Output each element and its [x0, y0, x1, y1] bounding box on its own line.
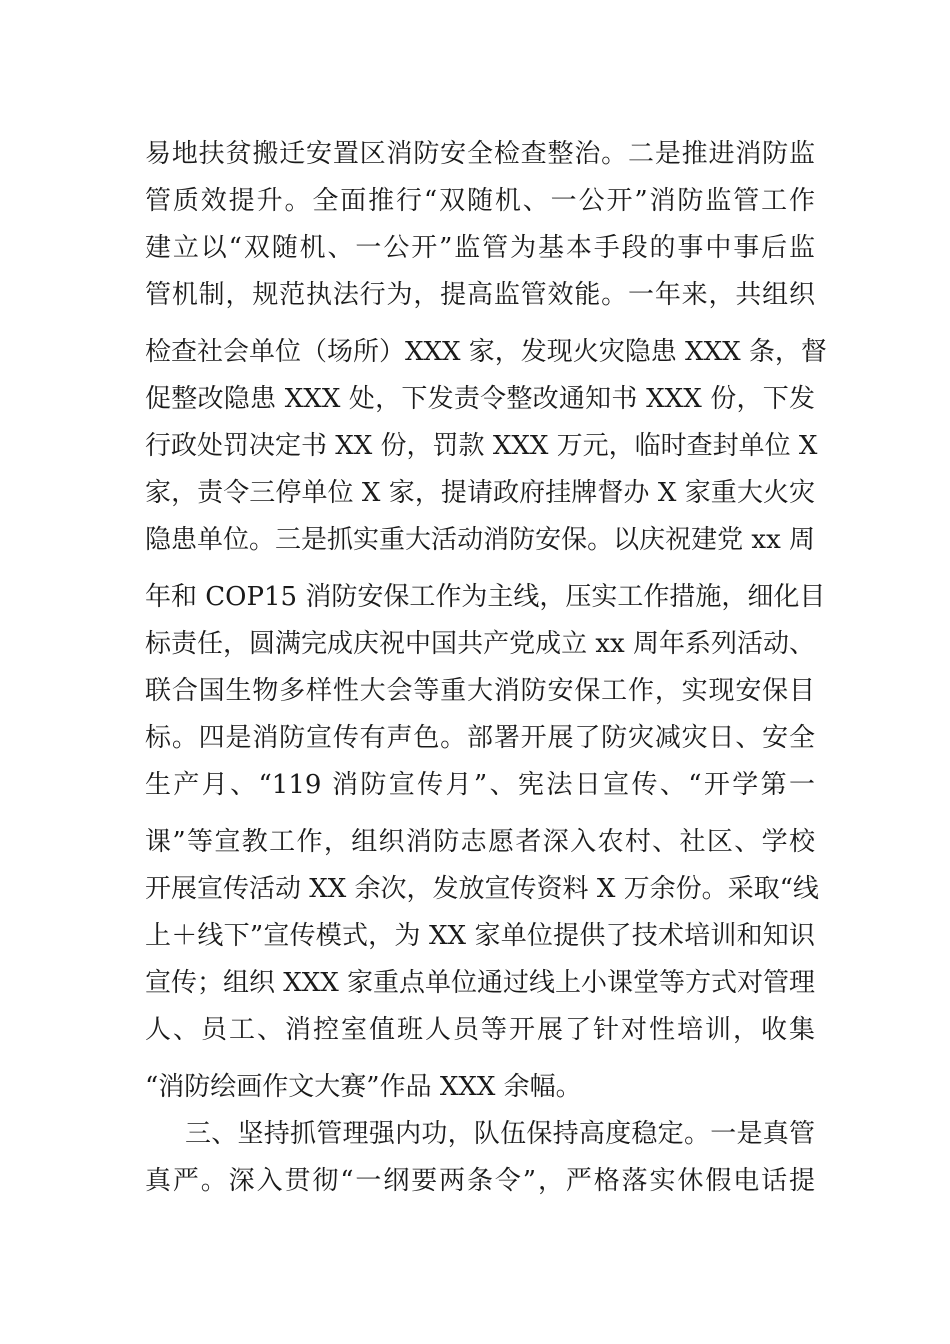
text-line: 家，责令三停单位 X 家，提请政府挂牌督办 X 家重大火灾 — [145, 478, 815, 508]
text-line: “消防绘画作文大赛”作品 XXX 余幅。 — [145, 1072, 582, 1102]
text-line: 标。四是消防宣传有声色。部署开展了防灾减灾日、安全 — [145, 723, 815, 753]
paragraph-first-line: 三、坚持抓管理强内功，队伍保持高度稳定。一是真管 — [185, 1119, 815, 1149]
text-line: 标责任，圆满完成庆祝中国共产党成立 xx 周年系列活动、 — [145, 629, 815, 659]
text-line: 检查社会单位（场所）XXX 家，发现火灾隐患 XXX 条，督 — [145, 337, 827, 367]
text-line: 人、员工、消控室值班人员等开展了针对性培训，收集 — [145, 1015, 815, 1045]
text-line: 生产月、“119 消防宣传月”、宪法日宣传、“开学第一 — [145, 770, 815, 800]
text-line: 隐患单位。三是抓实重大活动消防安保。以庆祝建党 xx 周 — [145, 525, 815, 555]
text-line: 管机制，规范执法行为，提高监管效能。一年来，共组织 — [145, 280, 815, 310]
text-line: 建立以“双随机、一公开”监管为基本手段的事中事后监 — [145, 233, 815, 263]
text-line: 联合国生物多样性大会等重大消防安保工作，实现安保目 — [145, 676, 815, 706]
text-line: 开展宣传活动 XX 余次，发放宣传资料 X 万余份。采取“线 — [145, 874, 819, 904]
text-line: 易地扶贫搬迁安置区消防安全检查整治。二是推进消防监 — [145, 139, 815, 169]
text-line: 行政处罚决定书 XX 份，罚款 XXX 万元，临时查封单位 X — [145, 431, 818, 461]
text-line: 课”等宣教工作，组织消防志愿者深入农村、社区、学校 — [145, 827, 815, 857]
text-line: 上＋线下”宣传模式，为 XX 家单位提供了技术培训和知识 — [145, 921, 815, 951]
text-line: 年和 COP15 消防安保工作为主线，压实工作措施，细化目 — [145, 582, 826, 612]
text-line: 促整改隐患 XXX 处，下发责令整改通知书 XXX 份，下发 — [145, 384, 815, 414]
text-line: 管质效提升。全面推行“双随机、一公开”消防监管工作 — [145, 186, 815, 216]
text-line: 宣传；组织 XXX 家重点单位通过线上小课堂等方式对管理 — [145, 968, 816, 998]
text-line: 真严。深入贯彻“一纲要两条令”，严格落实休假电话提 — [145, 1166, 815, 1196]
